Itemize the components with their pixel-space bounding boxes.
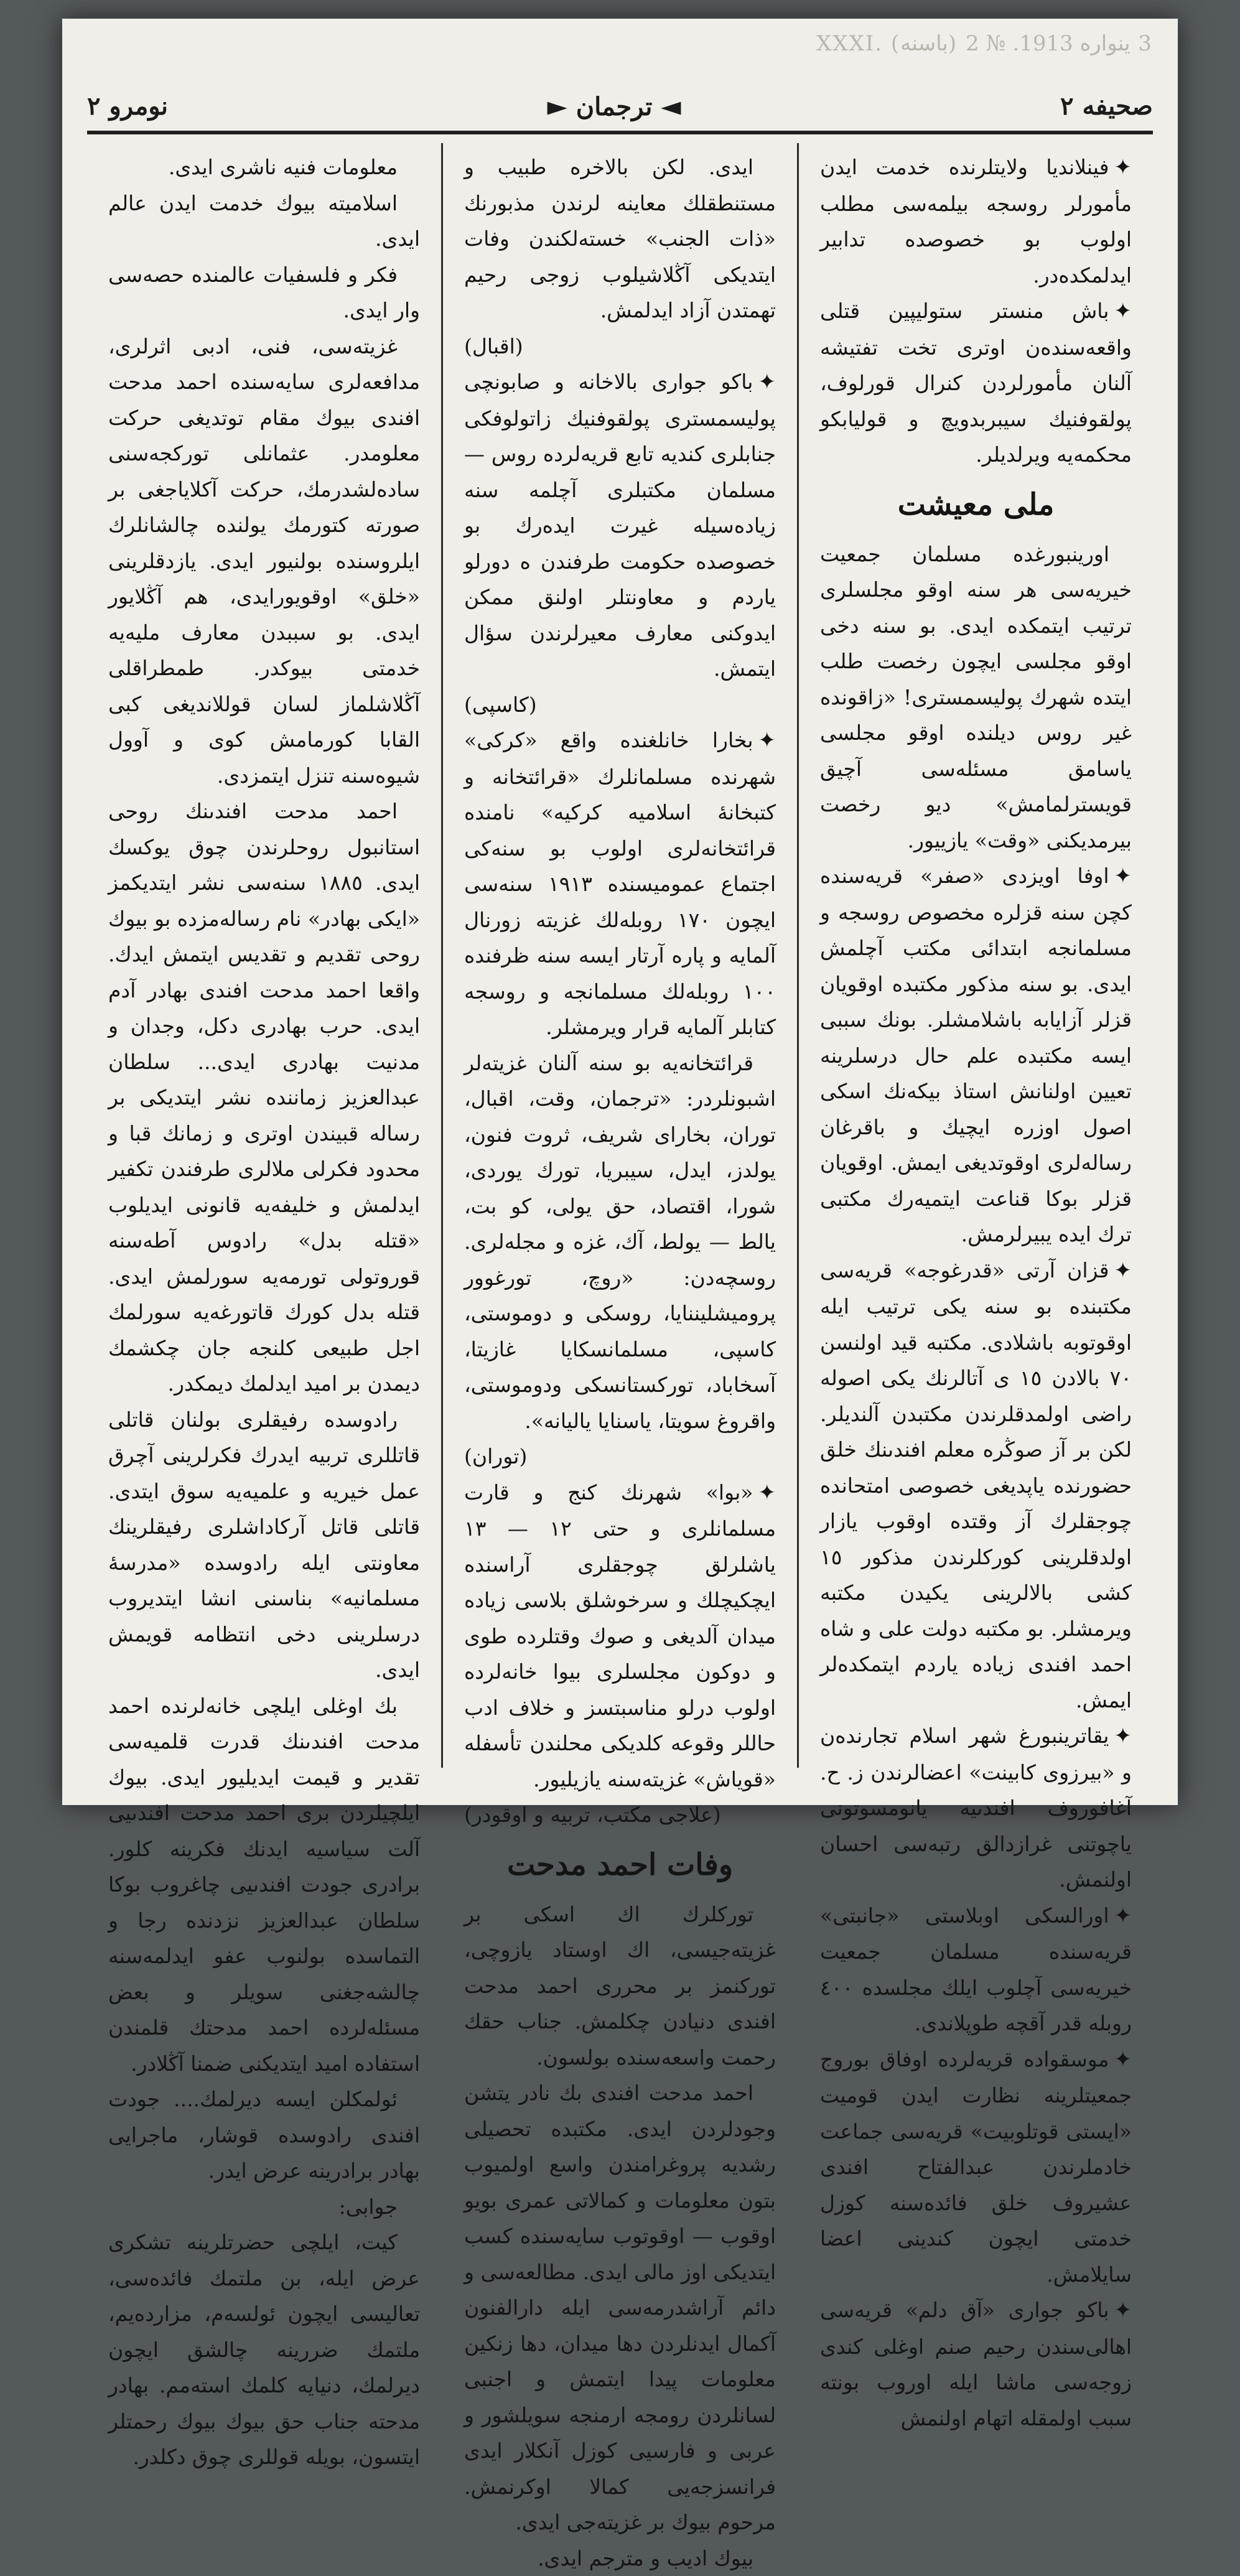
page-header [87, 87, 1153, 124]
news-text: ﺑﺎﺵ ﻣﻨﺴﺘﺮ ﺳﺘﻮﻟﻴﭙﻴﻦ ﻗﺘﻠﻰ ﻭﺍﻗﻌﻪﺳﻨﺪﻩﻥ ﺍﻭﺗﺮﻯ ﺗﺨﺖ ﺗﻔﺘﻴﺸﻪ ﺁﻟﻨﺎﻥ ﻣﺄﻣﻮﺭﻟﺮﺩﻥ ﻛﻨﺮﺍﻝ ﻗﻮﺭﻟﻮﻑ، ﭘﻮﻟﻘﻮﻓﻨﻴﻚ ﺳﻴﺒﺮﺑﺪﻭﻳﭻ ﻭ ﻗﻮﻟﻴﺎﺑﻜﻮ ﻣﺤﻜﻤﻪﻳﻪ ﻭﻳﺮﻟﺪﻳﻠﺮ. [820, 299, 1132, 467]
column-left [87, 143, 443, 1768]
fleuron-icon: ✦ [1114, 1903, 1132, 1928]
news-text: ﺑﺨﺎﺭﺍ ﺧﺎﻧﻠﻐﻨﺪﻩ ﻭﺍﻗﻊ «ﻛﺮﻛﻰ» ﺷﻬﺮﻧﺪﻩ ﻣﺴﻠﻤﺎﻧﻠﺮﻙ «ﻗﺮﺍﺋﺘﺨﺎﻧﻪ ﻭ ﻛﺘﺒﺨﺎﻧﻪٔ ﺍﺳﻠﺎﻣﻴﻪ ﻛﺮﻛﻴﻪ» ﻧﺎﻣﻨﺪﻩ ﻗﺮﺍﺋﺘﺨﺎﻧﻪﻟﺮﻯ ﺍﻭﻟﻮﺏ ﺑﻮ ﺳﻨﻪﻛﻰ ﺍﺟﺘﻤﺎﻉ ﻋﻤﻮﻣﻴﺴﻨﺪﻩ ١٩١٣ ﺳﻨﻪﺳﻰ ﺍﻳﭽﻮﻥ ١٧٠ ﺭﻭﺑﻠﻪﻟﻚ ﻏﺰﻳﺘﻪ ﺯﻭﺭﻧﺎﻝ ﺁﻟﻤﺎﻳﻪ ﻭ ﭘﺎﺭﻩ ﺁﺭﺗﺎﺭ ﺍﻳﺴﻪ ﺳﻨﻪ ﻇﺮﻓﻨﺪﻩ ١٠٠ ﺭﻭﺑﻠﻪﻟﻚ ﻣﺴﻠﻤﺎﻧﺠﻪ ﻭ ﺭﻭﺳﺠﻪ ﻛﺘﺎﺑﻠﺮ ﺁﻟﻤﺎﻳﻪ ﻗﺮﺍﺭ ﻭﻳﺮﻣﺸﻠﺮ. [464, 728, 776, 1039]
news-item [464, 722, 776, 1045]
masthead-title [547, 91, 681, 121]
news-item [820, 1253, 1132, 1719]
paragraph: ﺍﻳﺪﻯ. ﻟﻜﻦ ﺑﺎﻟﺎﺧﺮﻩ ﻃﺒﻴﺐ ﻭ ﻣﺴﺘﻨﻄﻘﻠﻚ ﻣﻌﺎﻳﻨﻪ ﻟﺮﻧﺪﻥ ﻣﺬﺑﻮﺭﻧﻚ «ﺫﺍﺕ ﺍﻟﺠﻨﺐ» ﺧﺴﺘﻪﻟﻜﻨﺪﻥ ﻭﻓﺎﺕ ﺍﻳﺘﺪﻳﻜﻰ ﺁﯕﻠﺎﺷﻴﻠﻮﺏ ﺯﻭﺟﻰ ﺭﺣﻴﻢ ﺗﻬﻤﺘﺪﻥ ﺁﺯﺍﺩ ﺍﻳﺪﻟﻤﺶ. [464, 149, 776, 329]
news-item [820, 293, 1132, 473]
news-item [820, 1718, 1132, 1898]
ornament-icon: ► [547, 91, 567, 121]
fleuron-icon: ✦ [1114, 2047, 1132, 2072]
news-item [820, 149, 1132, 293]
news-item [820, 2042, 1132, 2293]
newspaper-title: ﺗﺮﺟﻤﺎﻥ [576, 92, 653, 121]
paragraph: ﻛﻴﺖ، ﺍﻳﻠﭽﻰ ﺣﻀﺮﺗﻠﺮﻳﻨﻪ ﺗﺸﻜﺮﻯ ﻋﺮﺽ ﺍﻳﻠﻪ، ﺑﻦ ﻣﻠﺘﻤﻚ ﻓﺎﺋﺪﻩﺳﻰ، ﺗﻌﺎﻟﻴﺴﻰ ﺍﻳﭽﻮﻥ ﺋﻮﻟﺴﻪﻡ، ﻣﺰﺍﺭﺩﻩﻳﻢ، ﻣﻠﺘﻤﻚ ﺿﺮﺭﻳﻨﻪ ﭼﺎﻟﺸﻖ ﺍﻳﭽﻮﻥ ﺩﻳﺮﻟﻤﻚ، ﺩﻧﻴﺎﻳﻪ ﻛﻠﻤﻚ ﺍﺳﺘﻪﻣﻢ. ﺑﻬﺎﺩﺭ ﻣﺪﺣﺘﻪ ﺟﻨﺎﺏ ﺣﻖ ﺑﻴﻮﻙ ﺑﻴﻮﻙ ﺭﺣﻤﺘﻠﺮ ﺍﻳﺘﺴﻮﻥ، ﺑﻮﻳﻠﻪ ﻗﻮﻟﻠﺮﻯ ﭼﻮﻕ ﺩﻛﻠﺪﺭ. [108, 2224, 420, 2475]
news-text: ﺍﻭﺭﺍﻟﺴﻜﻰ ﺍﻭﺑﻠﺎﺳﺘﻰ «ﺟﺎﻧﺒﺘﻰ» ﻗﺮﻳﻪﺳﻨﺪﻩ ﻣﺴﻠﻤﺎﻥ ﺟﻤﻌﻴﺖ ﺧﻴﺮﻳﻪﺳﻰ ﺁﭼﻠﻮﺏ ﺍﻳﻠﻚ ﻣﺠﻠﺴﺪﻩ ٤٠٠ ﺭﻭﺑﻠﻪ ﻗﺪﺭ ﺁﻗﭽﻪ ﻃﻮﭘﻠﺎﻧﺪﻯ. [820, 1903, 1132, 2036]
section-heading: ﻭﻓﺎﺕ ﺍﺣﻤﺪ ﻣﺪﺣﺖ [464, 1837, 776, 1893]
bleed-through-masthead: XXXI. (ﺑﺎﺳﻨﻪ) 3 ﻳﻨﻮﺍﺭﻩ 1913. № 2 [87, 31, 1153, 62]
news-text: ﻳﻘﺎﺗﺮﻳﻨﺒﻮﺭﻍ ﺷﻬﺮ ﺍﺳﻠﺎﻡ ﺗﺠﺎﺭﻧﺪﻩﻥ ﻭ «ﺑﻴﺮﺯﻭﻯ ﻛﺎﺑﻴﻨﺖ» ﺍﻋﻀﺎﻟﺮﻧﺪﻥ ﺯ. ﺡ. ﺁﻏﺎﻓﻮﺭﻭﻑ ﺍﻓﻨﺪﯨﻴﻪ ﻳﺎﻧﻮﻣﺴﻮﺗﻮﻧﻰ ﻳﺎﭼﻮﺗﻨﻰ ﻏﺮﺍﺯﺩﺍﻟﻖ ﺭﺗﺒﻪﺳﻰ ﺍﺣﺴﺎﻥ ﺍﻭﻟﻨﻤﺶ. [820, 1724, 1132, 1892]
fleuron-icon: ✦ [1114, 1258, 1132, 1283]
source-attribution: (ﺗﻮﺭﺍﻥ) [464, 1439, 776, 1475]
news-text: ﻓﻴﻨﻠﺎﻧﺪﻳﺎ ﻭﻟﺎﻳﺘﻠﺮﻧﺪﻩ ﺧﺪﻣﺖ ﺍﻳﺪﻥ ﻣﺄﻣﻮﺭﻟﺮ ﺭﻭﺳﺠﻪ ﺑﻴﻠﻤﻪﺳﻰ ﻣﻄﻠﺐ ﺍﻭﻟﻮﺏ ﺑﻮ ﺧﺼﻮﺻﺪﻩ ﺗﺪﺍﺑﻴﺮ ﺍﻳﺪﻟﻤﻜﺪﻩﺩﺭ. [820, 155, 1132, 287]
paragraph: ﺑﻚ ﺍﻭﻏﻠﻰ ﺍﻳﻠﭽﻰ ﺧﺎﻧﻪﻟﺮﻧﺪﻩ ﺍﺣﻤﺪ ﻣﺪﺣﺖ ﺍﻓﻨﺪﯨﻨﻚ ﻗﺪﺭﺕ ﻗﻠﻤﻴﻪﺳﻰ ﺗﻘﺪﻳﺮ ﻭ ﻗﻴﻤﺖ ﺍﻳﺪﻳﻠﻴﻮﺭ ﺍﻳﺪﻯ. ﺑﻴﻮﻙ ﺍﻳﻠﭽﻴﻠﺮﺩﻥ ﺑﺮﻯ ﺍﺣﻤﺪ ﻣﺪﺣﺖ ﺍﻓﻨﺪﯨﻴﻰ ﺁﻟﺖ ﺳﻴﺎﺳﻴﻪ ﺍﻳﺪﻧﻚ ﻓﻜﺮﻳﻨﻪ ﻛﻠﻮﺭ. ﺑﺮﺍﺩﺭﻯ ﺟﻮﺩﺕ ﺍﻓﻨﺪﯨﻴﻰ ﭼﺎﻏﺮﻭﺏ ﺑﻮﻛﺎ ﺳﻠﻄﺎﻥ ﻋﺒﺪﺍﻟﻌﺰﻳﺰ ﻧﺰﺩﻧﺪﻩ ﺭﺟﺎ ﻭ ﺍﻟﺘﻤﺎﺳﺪﻩ ﺑﻮﻟﻨﻮﺏ ﻋﻔﻮ ﺍﻳﺪﻟﻤﻪﺳﻨﻪ ﭼﺎﻟﺸﻪﺟﻐﻨﻰ ﺳﻮﻳﻠﺮ ﻭ ﺑﻌﺾ ﻣﺴﺌﻠﻪﻟﺮﺩﻩ ﺍﺣﻤﺪ ﻣﺪﺣﺘﻚ ﻗﻠﻤﻨﺪﻥ ﺍﺳﺘﻔﺎﺩﻩ ﺍﻣﻴﺪ ﺍﻳﺘﺪﻳﻜﻨﻰ ﺿﻤﻨﺎ ﺁﯕﻠﺎﺩﺭ. [108, 1688, 420, 2082]
fleuron-icon: ✦ [758, 370, 776, 394]
paragraph: ﺟﻮﺍﺑﻰ: [108, 2189, 420, 2225]
fleuron-icon: ✦ [1114, 155, 1132, 180]
news-text: ﺑﺎﻛﻮ ﺟﻮﺍﺭﻯ «ﺁﻕ ﺩﻟﻢ» ﻗﺮﻳﻪﺳﻰ ﺍﻫﺎﻟﻰﺳﻨﺪﻥ ﺭﺣﻴﻢ ﺻﻨﻢ ﺍﻭﻏﻠﻰ ﻛﻨﺪﻯ ﺯﻭﺟﻪﺳﻰ ﻣﺎﺷﺎ ﺍﻳﻠﻪ ﺍﻭﺭﻭﺏ ﺑﻮﻧﺘﻪ ﺳﺒﺐ ﺍﻭﻟﻤﻘﻠﻪ ﺍﺗﻬﺎﻡ ﺍﻭﻟﻨﻤﺶ [820, 2298, 1132, 2430]
news-item [464, 1475, 776, 1798]
paragraph: ﻏﺰﻳﺘﻪﺳﻰ، ﻓﻨﻰ، ﺍﺩﺑﻰ ﺍﺛﺮﻟﺮﻯ، ﻣﺪﺍﻓﻌﻪﻟﺮﻯ ﺳﺎﻳﻪﺳﻨﺪﻩ ﺍﺣﻤﺪ ﻣﺪﺣﺖ ﺍﻓﻨﺪﻯ ﺑﻴﻮﻙ ﻣﻘﺎﻡ ﺗﻮﺗﺪﻳﻐﻰ ﺣﺮﻛﺖ ﻣﻌﻠﻮﻣﺪﺭ. ﻋﺜﻤﺎﻧﻠﻰ ﺗﻮﺭﻛﺠﻪﺳﻨﻰ ﺳﺎﺩﻩﻟﺸﺪﺭﻣﻚ، ﺣﺮﻛﺖ ﺁﻛﻠﺎﻳﺎﺟﻐﻰ ﺑﺮ ﺻﻮﺭﺗﻪ ﻛﺘﻮﺭﻣﻚ ﻳﻮﻟﻨﺪﻩ ﭼﺎﻟﺸﺎﻧﻠﺮﻙ ﺍﻳﻠﺮﻭﺳﻨﺪﻩ ﺑﻮﻟﻨﻴﻮﺭ ﺍﻳﺪﻯ. ﻳﺎﺯﺩﻗﻠﺮﻳﻨﻰ «ﺧﻠﻖ» ﺍﻭﻗﻮﻳﻮﺭﺍﻳﺪﻯ، ﻫﻢ ﺁﯕﻠﺎﻳﻮﺭ ﺍﻳﺪﻯ. ﺑﻮ ﺳﺒﺒﺪﻥ ﻣﻌﺎﺭﻑ ﻣﻠﻴﻪﻳﻪ ﺧﺪﻣﺘﻰ ﺑﻴﻮﻛﺪﺭ. ﻃﻤﻄﺮﺍﻗﻠﻰ ﺁﯕﻠﺎﺷﻠﻤﺎﺯ ﻟﺴﺎﻥ ﻗﻮﻟﻠﺎﻧﺪﻳﻐﻰ ﻛﺒﻰ ﺍﻟﻘﺎﺑﺎ ﻛﻮﺭﻣﺎﻣﺶ ﻛﻮﻯ ﻭ ﺁﻭﻭﻝ ﺷﻴﻮﻩﺳﻨﻪ ﺗﻨﺰﻝ ﺍﻳﺘﻤﺰﺩﻯ. [108, 329, 420, 794]
paragraph: ﺍﻭﺭﻳﻨﺒﻮﺭﻏﺪﻩ ﻣﺴﻠﻤﺎﻥ ﺟﻤﻌﻴﺖ ﺧﻴﺮﻳﻪﺳﻰ ﻫﺮ ﺳﻨﻪ ﺍﻭﻗﻮ ﻣﺠﻠﺴﻠﺮﻯ ﺗﺮﺗﻴﺐ ﺍﻳﺘﻤﻜﺪﻩ ﺍﻳﺪﻯ. ﺑﻮ ﺳﻨﻪ ﺩﺧﻰ ﺍﻭﻗﻮ ﻣﺠﻠﺴﻰ ﺍﻳﭽﻮﻥ ﺭﺧﺼﺖ ﻃﻠﺐ ﺍﻳﺘﺪﻩ ﺷﻬﺮﻙ ﭘﻮﻟﻴﺴﻤﺴﺘﺮﻯ! «ﺯﺍﻗﻮﻧﺪﻩ ﻏﻴﺮ ﺭﻭﺱ ﺩﻳﻠﻨﺪﻩ ﺍﻭﻗﻮ ﻣﺠﻠﺴﻰ ﻳﺎﺳﺎﻣﻖ ﻣﺴﺌﻠﻪﺳﻰ ﺁﭼﻴﻖ ﻗﻮﻳﺴﺘﺮﻟﻤﺎﻣﺶ» ﺩﻳﻮ ﺭﺧﺼﺖ ﺑﻴﺮﻣﺪﻳﻜﻨﻰ «ﻭﻗﺖ» ﻳﺎﺯﻳﻴﻮﺭ. [820, 536, 1132, 859]
section-heading: ﻣﻠﻰ ﻣﻌﻴﺸﺖ [820, 477, 1132, 533]
news-item [820, 1898, 1132, 2042]
source-attribution: (ﺍﻗﺒﺎﻝ) [464, 329, 776, 365]
news-text: ﺑﺎﻛﻮ ﺟﻮﺍﺭﻯ ﺑﺎﻟﺎﺧﺎﻧﻪ ﻭ ﺻﺎﺑﻮﻧﭽﻰ ﭘﻮﻟﻴﺴﻤﺴﺘﺮﻯ ﭘﻮﻟﻘﻮﻓﻨﻴﻚ ﺯﺍﺗﻮﻟﻮﻓﻜﻰ ﺟﻨﺎﺑﻠﺮﻯ ﻛﻨﺪﻳﻪ ﺗﺎﺑﻊ ﻗﺮﻳﻪﻟﺮﺩﻩ ﺭﻭﺱ — ﻣﺴﻠﻤﺎﻥ ﻣﻜﺘﺒﻠﺮﻯ ﺁﭼﻠﻤﻪ ﺳﻨﻪ ﺯﻳﺎﺩﻩﺳﻴﻠﻪ ﻏﻴﺮﺕ ﺍﻳﺪﻩﺭﻙ ﺑﻮ ﺧﺼﻮﺻﺪﻩ ﺣﻜﻮﻣﺖ ﻃﺮﻓﻨﺪﻥ ﻩ ﺩﻭﺭﻟﻮ ﻳﺎﺭﺩﻡ ﻭ ﻣﻌﺎﻭﻧﺘﻠﺮ ﺍﻭﻟﻨﻖ ﻣﻤﻜﻦ ﺍﻳﺪﻭﻛﻨﻰ ﻣﻌﺎﺭﻑ ﻣﻌﻴﺮﻟﺮﻧﺪﻥ ﺳﺆﺍﻝ ﺍﻳﺘﻤﺶ. [464, 370, 776, 681]
paragraph: ﻣﻌﻠﻮﻣﺎﺕ ﻓﻨﻴﻪ ﻧﺎﺷﺮﻯ ﺍﻳﺪﻯ. [108, 149, 420, 185]
paragraph: ﺗﻮﺭﻛﻠﺮﻙ ﺍﻙ ﺍﺳﻜﻰ ﺑﺮ ﻏﺰﻳﺘﻪﺟﻴﺴﻰ، ﺍﻙ ﺍﻭﺳﺘﺎﺩ ﻳﺎﺯﻭﭼﻰ، ﺗﻮﺭﻛﻨﻤﺰ ﺑﺮ ﻣﺤﺮﺭﻯ ﺍﺣﻤﺪ ﻣﺪﺣﺖ ﺍﻓﻨﺪﻯ ﺩﻧﻴﺎﺩﻥ ﭼﻜﻠﻤﺶ. ﺟﻨﺎﺏ ﺣﻘﻚ ﺭﺣﻤﺖ ﻭﺍﺳﻌﻪﺳﻨﺪﻩ ﺑﻮﻟﺴﻮﻥ. [464, 1897, 776, 2076]
fleuron-icon: ✦ [1114, 2298, 1132, 2323]
fleuron-icon: ✦ [1114, 299, 1132, 324]
fleuron-icon: ✦ [1114, 864, 1132, 889]
paragraph: ﺍﺳﻠﺎﻣﻴﺘﻪ ﺑﻴﻮﻙ ﺧﺪﻣﺖ ﺍﻳﺪﻥ ﻋﺎﻟﻢ ﺍﻳﺪﻯ. [108, 185, 420, 257]
source-attribution: (ﻋﻠﺎﺟﻰ ﻣﻜﺘﺐ، ﺗﺮﺑﻴﻪ ﻭ ﺍﻭﻗﻮﺩﺭ) [464, 1797, 776, 1833]
paragraph: ﺍﺣﻤﺪ ﻣﺪﺣﺖ ﺍﻓﻨﺪﻯ ﺑﻚ ﻧﺎﺩﺭ ﻳﺘﺸﻦ ﻭﺟﻮﺩﻟﺮﺩﻥ ﺍﻳﺪﻯ. ﻣﻜﺘﺒﺪﻩ ﺗﺤﺼﻴﻠﻰ ﺭﺷﺪﻳﻪ ﭘﺮﻭﻏﺮﺍﻣﻨﺪﻥ ﻭﺍﺳﻊ ﺍﻭﻟﻤﻴﻮﺏ ﺑﺘﻮﻥ ﻣﻌﻠﻮﻣﺎﺕ ﻭ ﻛﻤﺎﻟﺎﺗﻰ ﻋﻤﺮﻯ ﺑﻮﻳﻮ ﺍﻭﻗﻮﺏ — ﺍﻭﻗﻮﺗﻮﺏ ﺳﺎﻳﻪﺳﻨﺪﻩ ﻛﺴﺐ ﺍﻳﺘﺪﻳﻜﻰ ﺍﻭﺯ ﻣﺎﻟﻰ ﺍﻳﺪﻯ. ﻣﻄﺎﻟﻌﻪﺳﻰ ﻭ ﺩﺍﺋﻢ ﺁﺭﺍﺷﺪﺭﻣﻪﺳﻰ ﺍﻳﻠﻪ ﺩﺍﺭﺍﻟﻔﻨﻮﻥ ﺁﻛﻤﺎﻝ ﺍﻳﺪﻧﻠﺮﺩﻥ ﺩﻫﺎ ﻣﻴﺪﺍﻥ، ﺩﻫﺎ ﺯﻧﻜﻴﻦ ﻣﻌﻠﻮﻣﺎﺕ ﭘﻴﺪﺍ ﺍﻳﺘﻤﺶ ﻭ ﺍﺟﻨﺒﻰ ﻟﺴﺎﻧﻠﺮﺩﻥ ﺭﻭﻣﺠﻪ ﺍﺭﻣﻨﺠﻪ ﺳﻮﻳﻠﺸﻮﺭ ﻭ ﻋﺮﺑﻰ ﻭ ﻓﺎﺭﺳﻴﻰ ﻛﻮﺯﻝ ﺁﻧﻜﻠﺎﺭ ﺍﻳﺪﻯ ﻓﺮﺍﻧﺴﺰﺟﻪﻳﻰ ﻛﻤﺎﻟﺎ ﺍﻭﻛﺮﻧﻤﺶ. ﻣﺮﺣﻮﻡ ﺑﻴﻮﻙ ﺑﺮ ﻏﺰﻳﺘﻪﺟﻰ ﺍﻳﺪﻯ. [464, 2075, 776, 2541]
paragraph: ﺑﻴﻮﻙ ﺍﺩﻳﺐ ﻭ ﻣﺘﺮﺟﻢ ﺍﻳﺪﻯ. [464, 2541, 776, 2576]
news-text: ﻗﺰﺍﻥ ﺁﺭﺗﻰ «ﻗﺪﺭﻏﻮﺟﻪ» ﻗﺮﻳﻪﺳﻰ ﻣﻜﺘﺒﻨﺪﻩ ﺑﻮ ﺳﻨﻪ ﻳﻜﻰ ﺗﺮﺗﻴﺐ ﺍﻳﻠﻪ ﺍﻭﻗﻮﺗﻮﺑﻪ ﺑﺎﺷﻠﺎﺩﻯ. ﻣﻜﺘﺒﻪ ﻗﻴﺪ ﺍﻭﻟﻨﺴﻦ ٧٠ ﺑﺎﻟﺎﺩﻥ ١٥ ﻯ ﺁﺗﺎﻟﺮﻧﻚ ﻳﻜﻰ ﺍﺻﻮﻟﻪ ﺭﺍﺿﻰ ﺍﻭﻟﻤﺪﻗﻠﺮﻧﺪﻥ ﻣﻜﺘﺒﺪﻥ ﺁﻟﻨﺪﻳﻠﺮ. ﻟﻜﻦ ﺑﺮ ﺁﺯ ﺻﻮﯕﺮﻩ ﻣﻌﻠﻢ ﺍﻓﻨﺪﯨﻨﻚ ﺧﻠﻖ ﺣﻀﻮﺭﻧﺪﻩ ﻳﺎﭘﺪﻳﻐﻰ ﺧﺼﻮﺻﻰ ﺍﻣﺘﺤﺎﻧﺪﻩ ﭼﻮﺟﻘﻠﺮﻙ ﺁﺯ ﻭﻗﺘﺪﻩ ﺍﻭﻗﻮﺏ ﻳﺎﺯﺍﺭ ﺍﻭﻟﺪﻗﻠﺮﻳﻨﻰ ﻛﻮﺭﻛﻠﺮﻧﺪﻥ ﻣﺬﻛﻮﺭ ١٥ ﻛﺸﻰ ﺑﺎﻟﺎﻟﺮﻳﻨﻰ ﻳﻜﻴﺪﻥ ﻣﻜﺘﺒﻪ ﻭﻳﺮﻣﺸﻠﺮ. ﺑﻮ ﻣﻜﺘﺒﻪ ﺩﻭﻟﺖ ﻋﻠﻰ ﻭ ﺷﺎﻩ ﺍﺣﻤﺪ ﺍﻓﻨﺪﻯ ﺯﻳﺎﺩﻩ ﻳﺎﺭﺩﻡ ﺍﻳﺘﻤﻜﺪﻩﻟﺮ ﺍﻳﻤﺶ. [820, 1258, 1132, 1712]
fleuron-icon: ✦ [1114, 1724, 1132, 1748]
paragraph: ﺋﻮﻟﻤﻜﻠﻦ ﺍﻳﺴﻪ ﺩﻳﺮﻟﻤﻚ.... ﺟﻮﺩﺕ ﺍﻓﻨﺪﻯ ﺭﺍﺩﻭﺳﺪﻩ ﻗﻮﺷﺎﺭ، ﻣﺎﺟﺮﺍﻳﻰ ﺑﻬﺎﺩﺭ ﺑﺮﺍﺩﺭﻳﻨﻪ ﻋﺮﺽ ﺍﻳﺪﺭ. [108, 2081, 420, 2189]
header-rule [87, 131, 1153, 134]
issue-number-label: ﻧﻮﻣﺮﻭ ٢ [87, 91, 168, 121]
paragraph: ﺍﺣﻤﺪ ﻣﺪﺣﺖ ﺍﻓﻨﺪﯨﻨﻚ ﺭﻭﺣﻰ ﺍﺳﺘﺎﻧﺒﻮﻝ ﺭﻭﺣﻠﺮﻧﺪﻥ ﭼﻮﻕ ﻳﻮﻛﺴﻚ ﺍﻳﺪﻯ. ١٨٨٥ ﺳﻨﻪﺳﻰ ﻧﺸﺮ ﺍﻳﺘﺪﻳﻜﻤﺰ «ﺍﻳﻜﻰ ﺑﻬﺎﺩﺭ» ﻧﺎﻡ ﺭﺳﺎﻟﻪﻣﺰﺩﻩ ﺑﻮ ﺑﻴﻮﻙ ﺭﻭﺣﻰ ﺗﻘﺪﻳﻢ ﻭ ﺗﻘﺪﻳﺲ ﺍﻳﺘﻤﺶ ﺍﻳﺪﻙ. ﻭﺍﻗﻌﺎ ﺍﺣﻤﺪ ﻣﺪﺣﺖ ﺍﻓﻨﺪﻯ ﺑﻬﺎﺩﺭ ﺁﺩﻡ ﺍﻳﺪﻯ. ﺣﺮﺏ ﺑﻬﺎﺩﺭﻯ ﺩﻛﻞ، ﻭﺟﺪﺍﻥ ﻭ ﻣﺪﻧﻴﺖ ﺑﻬﺎﺩﺭﻯ ﺍﻳﺪﻯ... ﺳﻠﻄﺎﻥ ﻋﺒﺪﺍﻟﻌﺰﻳﺰ ﺯﻣﺎﻧﻨﺪﻩ ﻧﺸﺮ ﺍﻳﺘﺪﻳﻜﻰ ﺑﺮ ﺭﺳﺎﻟﻪ ﻗﺒﻴﻨﺪﻥ ﺍﻭﺗﺮﻯ ﻭ ﺯﻣﺎﻧﻚ ﻗﺒﺎ ﻭ ﻣﺤﺪﻭﺩ ﻓﻜﺮﻟﻰ ﻣﻠﺎﻟﺮﻯ ﻃﺮﻓﻨﺪﻥ ﺗﻜﻔﻴﺮ ﺍﻳﺪﻟﻤﺶ ﻭ ﺧﻠﻴﻔﻪﻳﻪ ﻗﺎﻧﻮﻧﻰ ﺍﻳﺪﻳﻠﻮﺏ «ﻗﺘﻠﻪ ﺑﺪﻝ» ﺭﺍﺩﻭﺱ ﺁﻃﻪﺳﻨﻪ ﻗﻮﺭﻭﺗﻮﻟﻰ ﺗﻮﺭﻣﻪﻳﻪ ﺳﻮﺭﻟﻤﺶ ﺍﻳﺪﻯ. ﻗﺘﻠﻪ ﺑﺪﻝ ﻛﻮﺭﻙ ﻗﺎﺗﻮﺭﻏﻪﻳﻪ ﺳﻮﺭﻟﻤﻚ ﺍﺟﻞ ﻃﺒﻴﻌﻰ ﻛﻠﻨﺠﻪ ﺟﺎﻥ ﭼﻜﺸﻤﻚ ﺩﻳﻤﺪﻥ ﺑﺮ ﺍﻣﻴﺪ ﺍﻳﺪﻟﻤﻚ ﺩﻳﻤﻜﺪﺭ. [108, 793, 420, 1402]
news-text: ﺍﻭﻓﺎ ﺍﻭﻳﺰﺩﻯ «ﺻﻔﺮ» ﻗﺮﻳﻪﺳﻨﺪﻩ ﻛﭽﻦ ﺳﻨﻪ ﻗﺰﻟﺮﻩ ﻣﺨﺼﻮﺹ ﺭﻭﺳﺠﻪ ﻭ ﻣﺴﻠﻤﺎﻧﺠﻪ ﺍﺑﺘﺪﺍﺋﻰ ﻣﻜﺘﺐ ﺁﭼﻠﻤﺶ ﺍﻳﺪﻯ. ﺑﻮ ﺳﻨﻪ ﻣﺬﻛﻮﺭ ﻣﻜﺘﺒﺪﻩ ﺍﻭﻗﻮﻳﺎﻥ ﻗﺰﻟﺮ ﺁﺯﺍﻳﺎﺑﻪ ﺑﺎﺷﻠﺎﻣﺸﻠﺮ. ﺑﻮﻧﻚ ﺳﺒﺒﻰ ﺍﻳﺴﻪ ﻣﻜﺘﺒﺪﻩ ﻋﻠﻢ ﺣﺎﻝ ﺩﺭﺳﻠﺮﻳﻨﻪ ﺗﻌﻴﻴﻦ ﺍﻭﻟﻨﺎﻧﺶ ﺍﺳﺘﺎﺫ ﺑﻴﻜﻪﻧﻚ ﺍﺳﻜﻰ ﺍﺻﻮﻝ ﺍﻭﺯﺭﻩ ﺍﻳﭽﻴﻚ ﻭ ﺑﺎﻗﺮﻏﺎﻥ ﺭﺳﺎﻟﻪﻟﺮﻯ ﺍﻭﻗﻮﺗﺪﻳﻐﻰ ﺍﻳﻤﺶ. ﺍﻭﻗﻮﻳﺎﻥ ﻗﺰﻟﺮ ﺑﻮﻛﺎ ﻗﻨﺎﻋﺖ ﺍﻳﺘﻤﻴﻪﺭﻙ ﻣﻜﺘﺒﻰ ﺗﺮﻙ ﺍﻳﺪﻩ ﻳﺒﻴﺮﻟﺮﻣﺶ. [820, 864, 1132, 1246]
column-middle [443, 143, 799, 1768]
column-right [799, 143, 1153, 1768]
newspaper-page [62, 19, 1178, 1805]
ornament-icon: ◄ [661, 91, 681, 121]
paragraph: ﻗﺮﺍﺋﺘﺨﺎﻧﻪﻳﻪ ﺑﻮ ﺳﻨﻪ ﺁﻟﻨﺎﻥ ﻏﺰﻳﺘﻪﻟﺮ ﺍﺷﺒﻮﻧﻠﺮﺩﺭ: «ﺗﺮﺟﻤﺎﻥ، ﻭﻗﺖ، ﺍﻗﺒﺎﻝ، ﺗﻮﺭﺍﻥ، ﺑﺨﺎﺭﺍﻯ ﺷﺮﻳﻒ، ﺛﺮﻭﺕ ﻓﻨﻮﻥ، ﻳﻮﻟﺪﺯ، ﺍﻳﺪﻝ، ﺳﻴﺒﺮﻳﺎ، ﺗﻮﺭﻙ ﻳﻮﺭﺩﻯ، ﺷﻮﺭﺍ، ﺍﻗﺘﺼﺎﺩ، ﺣﻖ ﻳﻮﻟﻰ، ﻛﻮ ﺑﺖ، ﻳﺎﻟﻂ — ﻳﻮﻟﻂ، ﺁﻙ، ﻏﺰﻩ ﻭ ﻣﺠﻠﻪﻟﺮﻯ. ﺭﻭﺳﭽﻪﺩﻥ: «ﺭﻭﭺ، ﺗﻮﺭﻏﻮﻭﺭ ﭘﺮﻭﻣﻴﺸﻠﻴﻨﻨﺎﻳﺎ، ﺭﻭﺳﻜﻰ ﻭ ﺩﻭﻣﻮﺳﺘﻰ، ﻛﺎﺳﭙﻰ، ﻣﺴﻠﻤﺎﻧﺴﻜﺎﻳﺎ ﻏﺎﺯﻳﺘﺎ، ﺁﺳﺨﺎﺑﺎﺩ، ﺗﻮﺭﻛﺴﺘﺎﻧﺴﻜﻰ ﻭﺩﻭﻣﻮﺳﺘﻰ، ﻭﺍﻗﺮﻭﻍ ﺳﻮﻳﺘﺎ، ﻳﺎﺳﻨﺎﻳﺎ ﻳﺎﻟﻴﺎﻧﻪ». [464, 1045, 776, 1439]
news-text: ﻣﻮﺳﻘﻮﺍﺩﻩ ﻗﺮﻳﻪﻟﺮﺩﻩ ﺍﻭﻓﺎﻕ ﺑﻮﺭﻭﺝ ﺟﻤﻌﻴﺘﻠﺮﻳﻨﻪ ﻧﻈﺎﺭﺕ ﺍﻳﺪﻥ ﻗﻮﻣﻴﺖ «ﺍﻳﺴﺘﻰ ﻗﻮﺗﻠﻮﺑﻴﺖ» ﻗﺮﻳﻪﺳﻰ ﺟﻤﺎﻋﺖ ﺧﺎﺩﻣﻠﺮﻧﺪﻥ ﻋﺒﺪﺍﻟﻔﺘﺎﺡ ﺍﻓﻨﺪﻯ ﻋﺸﻴﺮﻭﻑ ﺧﻠﻖ ﻓﺎﺋﺪﻩﺳﻨﻪ ﻛﻮﺯﻝ ﺧﺪﻣﺘﻰ ﺍﻳﭽﻮﻥ ﻛﻨﺪﻳﻨﻰ ﺍﻋﻀﺎ ﺳﺎﻳﻠﺎﻣﺶ. [820, 2047, 1132, 2287]
news-item [464, 364, 776, 687]
paragraph: ﻓﻜﺮ ﻭ ﻓﻠﺴﻔﻴﺎﺕ ﻋﺎﻟﻤﻨﺪﻩ ﺣﺼﻪﺳﻰ ﻭﺍﺭ ﺍﻳﺪﻯ. [108, 257, 420, 329]
columns [87, 143, 1153, 1768]
source-attribution: (ﻛﺎﺳﭙﻰ) [464, 687, 776, 723]
paragraph: ﺭﺍﺩﻭﺳﺪﻩ ﺭﻓﻴﻘﻠﺮﻯ ﺑﻮﻟﻨﺎﻥ ﻗﺎﺗﻠﻰ ﻗﺎﺗﻠﻠﺮﻯ ﺗﺮﺑﻴﻪ ﺍﻳﺪﺭﻙ ﻓﻜﺮﻟﺮﻳﻨﻰ ﺁﭼﺮﻕ ﻋﻤﻞ ﺧﻴﺮﻳﻪ ﻭ ﻋﻠﻤﻴﻪﻳﻪ ﺳﻮﻕ ﺍﻳﺘﺪﻯ. ﻗﺎﺗﻠﻰ ﻗﺎﺗﻞ ﺁﺭﻛﺎﺩﺍﺷﻠﺮﻯ ﺭﻓﻴﻘﻠﺮﻳﻨﻚ ﻣﻌﺎﻭﻧﺘﻰ ﺍﻳﻠﻪ ﺭﺍﺩﻭﺳﺪﻩ «ﻣﺪﺭﺳﻪٔ ﻣﺴﻠﻤﺎﻧﻴﻪ» ﺑﻨﺎﺳﻨﻰ ﺍﻧﺸﺎ ﺍﻳﺘﺪﻳﺮﻭﺏ ﺩﺭﺳﻠﺮﻳﻨﻰ ﺩﺧﻰ ﺍﻧﺘﻈﺎﻣﻪ ﻗﻮﻳﻤﺶ ﺍﻳﺪﻯ. [108, 1402, 420, 1688]
news-item [820, 858, 1132, 1253]
news-text: «ﺑﻮﺍ» ﺷﻬﺮﻧﻚ ﻛﻨﺞ ﻭ ﻗﺎﺭﺕ ﻣﺴﻠﻤﺎﻧﻠﺮﻯ ﻭ ﺣﺘﻰ ١٢ — ١٣ ﻳﺎﺷﻠﺮﻟﻖ ﭼﻮﺟﻘﻠﺮﻯ ﺁﺭﺍﺳﻨﺪﻩ ﺍﻳﭽﻜﻴﭽﻠﻚ ﻭ ﺳﺮﺧﻮﺷﻠﻖ ﺑﻠﺎﺳﻰ ﺯﻳﺎﺩﻩ ﻣﻴﺪﺍﻥ ﺁﻟﺪﻳﻐﻰ ﻭ ﺻﻮﻙ ﻭﻗﺘﻠﺮﺩﻩ ﻃﻮﻯ ﻭ ﺩﻭﻛﻮﻥ ﻣﺠﻠﺴﻠﺮﻯ ﺑﻴﻮﺍ ﺧﺎﻧﻪﻟﺮﺩﻩ ﺍﻭﻟﻮﺏ ﺩﺭﻟﻮ ﻣﻨﺎﺳﺒﺘﺴﺰ ﻭ ﺧﻠﺎﻑ ﺍﺩﺏ ﺣﺎﻟﻠﺮ ﻭﻗﻮﻋﻪ ﻛﻠﺪﻳﻜﻰ ﻣﺤﻠﻨﺪﻥ ﺗﺄﺳﻔﻠﻪ «ﻗﻮﻳﺎﺵ» ﻏﺰﻳﺘﻪﺳﻨﻪ ﻳﺎﺯﻳﻠﻴﻮﺭ. [464, 1480, 776, 1791]
page-number-label: ﺻﺤﻴﻔﻪ ٢ [1060, 91, 1153, 121]
fleuron-icon: ✦ [758, 728, 776, 753]
fleuron-icon: ✦ [758, 1480, 776, 1505]
news-item [820, 2292, 1132, 2436]
